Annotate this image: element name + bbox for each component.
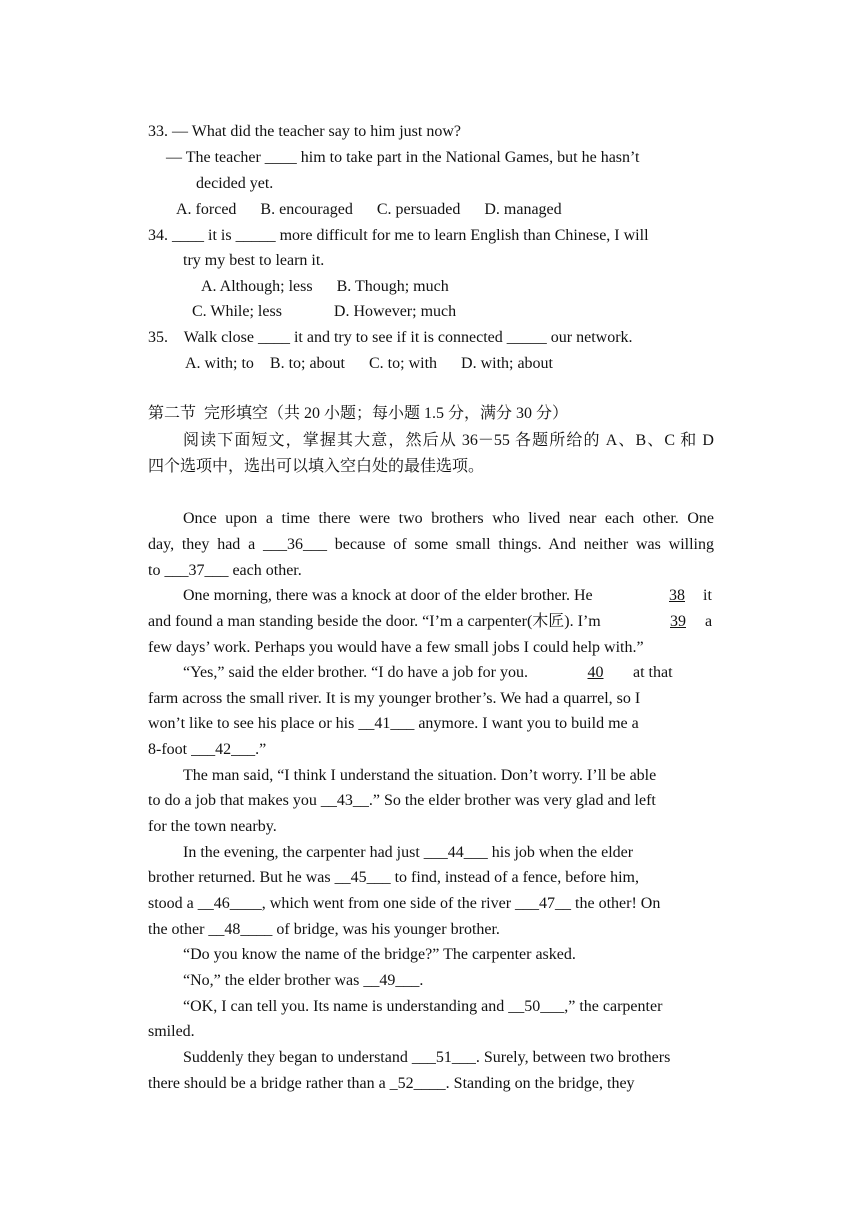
question-34-options-row-1: A. Although; less B. Though; much — [201, 278, 449, 295]
blank-39: 39 — [670, 613, 686, 630]
question-33-options: A. forced B. encouraged C. persuaded D. managed — [176, 201, 562, 218]
question-33-answer: — The teacher ____ him to take part in the National Games, but he hasn’t — [166, 149, 640, 166]
question-33-stem: 33. — What did the teacher say to him just now? — [148, 123, 461, 140]
section-instruction-line-2: 四个选项中，选出可以填入空白处的最佳选项。 — [148, 458, 485, 475]
question-34-options-row-2: C. While; less D. However; much — [192, 303, 457, 320]
question-35-options: A. with; to B. to; about C. to; with D. with; about — [185, 355, 553, 372]
passage-line: “Do you know the name of the bridge?” The carpenter asked. — [183, 946, 576, 963]
section-heading: 第二节 完形填空（共 20 小题；每小题 1.5 分，满分 30 分） — [148, 405, 569, 422]
question-34-stem: 34. ____ it is _____ more difficult for me to learn English than Chinese, I will — [148, 227, 649, 244]
passage-line: One morning, there was a knock at door of the elder brother. He — [183, 587, 593, 604]
section-instruction-line-1: 阅读下面短文，掌握其大意，然后从 36－55 各题所给的 A、B、C 和 D — [183, 432, 714, 449]
passage-line: “OK, I can tell you. Its name is understanding and __50___,” the carpenter — [183, 998, 663, 1015]
passage-line: smiled. — [148, 1023, 195, 1040]
passage-text: it — [703, 587, 712, 604]
passage-text: a — [705, 613, 713, 630]
passage-line: In the evening, the carpenter had just ___44___ his job when the elder — [183, 844, 634, 861]
question-34-stem-cont: try my best to learn it. — [183, 252, 325, 269]
blank-40: 40 — [587, 664, 604, 681]
passage-line: brother returned. But he was __45___ to find, instead of a fence, before him, — [148, 869, 639, 886]
passage-line: stood a __46____, which went from one side of the river ___47__ the other! On — [148, 895, 661, 912]
passage-line: day, they had a ___36___ because of some small things. And neither was willing — [148, 536, 714, 553]
passage-line: Suddenly they began to understand ___51___. Surely, between two brothers — [183, 1049, 671, 1066]
passage-line: for the town nearby. — [148, 818, 277, 835]
question-33-answer-cont: decided yet. — [196, 175, 274, 192]
passage-line: to do a job that makes you __43__.” So the elder brother was very glad and left — [148, 792, 656, 809]
blank-38: 38 — [669, 587, 685, 604]
passage-line: to ___37___ each other. — [148, 562, 302, 579]
passage-line: The man said, “I think I understand the situation. Don’t worry. I’ll be able — [183, 767, 657, 784]
passage-line: few days’ work. Perhaps you would have a few small jobs I could help with.” — [148, 639, 644, 656]
passage-line: won’t like to see his place or his __41___ anymore. I want you to build me a — [148, 715, 639, 732]
passage-text: at that — [633, 664, 673, 681]
passage-line: “Yes,” said the elder brother. “I do have a job for you. — [183, 664, 528, 681]
passage-line: the other __48____ of bridge, was his younger brother. — [148, 921, 500, 938]
passage-line: farm across the small river. It is my younger brother’s. We had a quarrel, so I — [148, 690, 641, 707]
question-35-stem: 35. Walk close ____ it and try to see if it is connected _____ our network. — [148, 329, 633, 346]
passage-line: “No,” the elder brother was __49___. — [183, 972, 424, 989]
passage-line: 8-foot ___42___.” — [148, 741, 267, 758]
passage-line: Once upon a time there were two brothers who lived near each other. One — [183, 510, 714, 527]
passage-line: there should be a bridge rather than a _52____. Standing on the bridge, they — [148, 1075, 635, 1092]
passage-line: and found a man standing beside the door. “I’m a carpenter(木匠). I’m — [148, 613, 601, 630]
